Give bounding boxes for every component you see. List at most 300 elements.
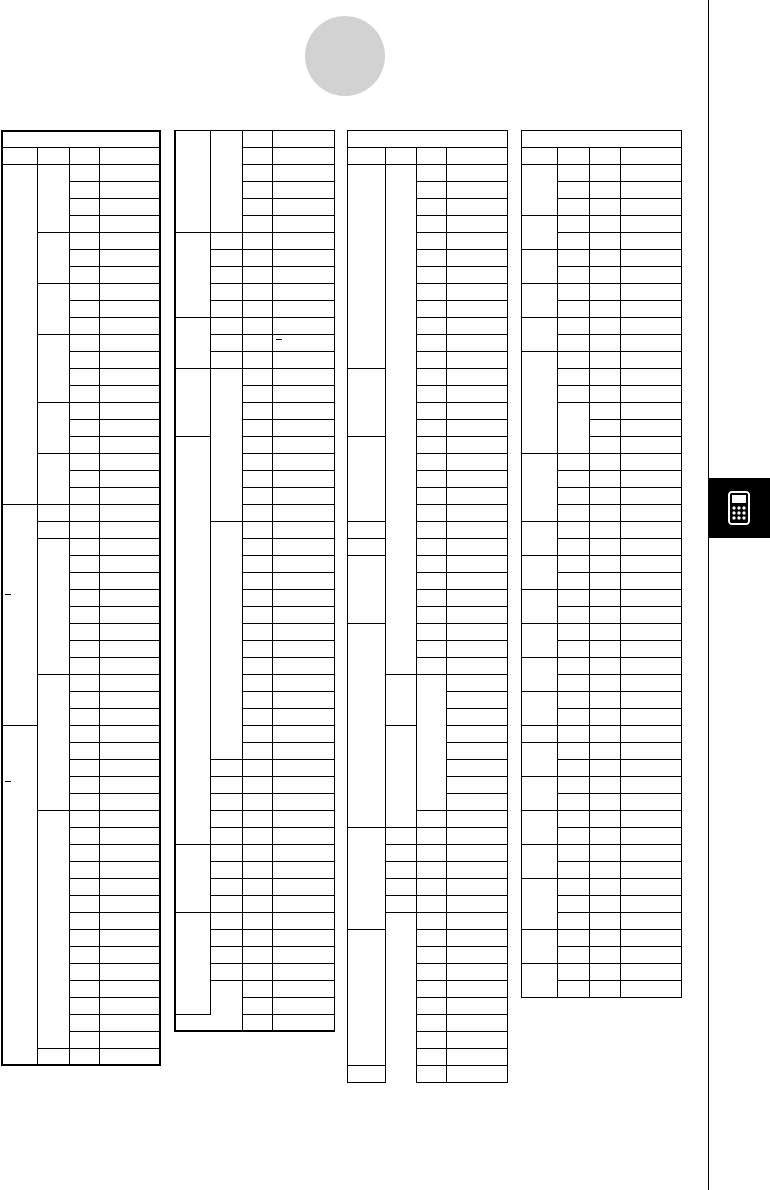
- table-cell: [620, 351, 682, 369]
- table-header-cell: [385, 147, 417, 165]
- table-cell: [620, 946, 682, 964]
- table-cell: [416, 589, 447, 607]
- table-title-row: [1, 130, 161, 148]
- table-cell: [620, 470, 682, 488]
- table-cell: [620, 232, 682, 250]
- table-cell: [557, 827, 590, 845]
- table-cell: [69, 521, 100, 539]
- table-cell: [272, 385, 335, 403]
- table-cell: [99, 623, 161, 641]
- table-cell: [99, 1014, 161, 1032]
- table-cell: [557, 402, 590, 454]
- table-cell: [416, 504, 447, 522]
- table-cell: [242, 895, 273, 913]
- calculator-icon: [728, 491, 750, 525]
- table-cell: [69, 674, 100, 692]
- table-cell: [446, 232, 508, 250]
- table-cell: [242, 878, 273, 896]
- table-cell: [242, 300, 273, 318]
- table-cell: [446, 827, 508, 845]
- table-cell: [557, 538, 590, 556]
- table-cell: [99, 164, 161, 182]
- table-cell: [557, 929, 590, 947]
- table-cell: [210, 827, 243, 845]
- table-cell: [557, 385, 590, 403]
- table-cell: [272, 164, 335, 182]
- table-cell: [242, 657, 273, 675]
- table-cell: [521, 317, 558, 352]
- table-cell: [446, 929, 508, 947]
- table-cell: [69, 929, 100, 947]
- table-cell: [589, 674, 621, 692]
- table-cell: [99, 215, 161, 233]
- table-cell: [557, 521, 590, 539]
- table-cell: [416, 640, 447, 658]
- table-cell: [242, 742, 273, 760]
- table-cell: [557, 657, 590, 675]
- table-cell: [557, 504, 590, 522]
- table-cell: [416, 623, 447, 641]
- table-cell: [446, 1031, 508, 1049]
- table-cell: [557, 844, 590, 862]
- table-cell: [272, 657, 335, 675]
- table-cell: [521, 742, 558, 777]
- table-cell: [385, 844, 417, 862]
- table-cell: [69, 742, 100, 760]
- table-cell: [416, 912, 447, 930]
- table-cell: [620, 878, 682, 896]
- table-cell: [272, 725, 335, 743]
- table-cell: [446, 691, 508, 709]
- table-cell: [416, 198, 447, 216]
- table-cell: [69, 861, 100, 879]
- table-cell: [69, 946, 100, 964]
- table-cell: [69, 606, 100, 624]
- table-cell: [272, 521, 335, 539]
- table-cell: [69, 402, 100, 420]
- table-cell: [347, 436, 386, 522]
- table-cell: [99, 878, 161, 896]
- table-cell: [521, 283, 558, 318]
- table-cell: [99, 929, 161, 947]
- table-cell: [242, 385, 273, 403]
- table-cell: [99, 776, 161, 794]
- table-cell: [99, 504, 161, 522]
- table-cell: [272, 487, 335, 505]
- table-cell: [99, 351, 161, 369]
- table-cell: [521, 725, 558, 743]
- table-cell: [210, 929, 243, 947]
- table-cell: [446, 980, 508, 998]
- table-cell: [272, 470, 335, 488]
- table-cell: [620, 504, 682, 522]
- table-header-cell: [347, 147, 386, 165]
- table-cell: [416, 470, 447, 488]
- table-cell: [589, 283, 621, 301]
- table-cell: [446, 368, 508, 386]
- table-cell: [446, 844, 508, 862]
- table-header-cell: [99, 147, 161, 165]
- table-cell: [69, 249, 100, 267]
- table-cell: [272, 623, 335, 641]
- table-cell: [242, 164, 273, 182]
- table-cell: [446, 266, 508, 284]
- table-cell: [242, 249, 273, 267]
- table-cell: [385, 895, 417, 913]
- table-cell: [99, 555, 161, 573]
- table-cell: [620, 929, 682, 947]
- table-cell: [272, 215, 335, 233]
- table-cell: [620, 742, 682, 760]
- table-cell: [210, 759, 243, 777]
- table-cell: [69, 453, 100, 471]
- table-cell: [210, 351, 243, 369]
- table-cell: [210, 946, 243, 964]
- table-cell: [416, 521, 447, 539]
- table-cell: [557, 215, 590, 233]
- table-cell: [557, 861, 590, 879]
- table-cell: [69, 844, 100, 862]
- table-cell: [210, 521, 243, 760]
- table-header-cell: [446, 147, 508, 165]
- table-cell: [272, 572, 335, 590]
- table-cell: [557, 878, 590, 896]
- table-cell: [589, 300, 621, 318]
- table-cell: [446, 1014, 508, 1032]
- table-cell: [210, 912, 243, 930]
- table-cell: [521, 521, 558, 556]
- table-cell: [272, 606, 335, 624]
- table-cell: [446, 606, 508, 624]
- table-cell: [521, 929, 558, 964]
- table-cell: [242, 827, 273, 845]
- table-cell: [272, 402, 335, 420]
- table-cell: [620, 385, 682, 403]
- table-cell: [620, 640, 682, 658]
- table-cell: [272, 232, 335, 250]
- table-cell: [521, 963, 558, 998]
- table-cell: [272, 861, 335, 879]
- table-cell: [242, 555, 273, 573]
- table-cell: [69, 198, 100, 216]
- table-cell: [446, 283, 508, 301]
- table-cell: [242, 402, 273, 420]
- table-cell: [99, 368, 161, 386]
- table-cell: [69, 266, 100, 284]
- table-cell: [99, 657, 161, 675]
- table-cell: [242, 589, 273, 607]
- table-cell: [69, 776, 100, 794]
- table-cell: [620, 861, 682, 879]
- table-cell: [242, 963, 273, 981]
- continuation-mark-left: [1, 1044, 3, 1060]
- table-cell: [446, 589, 508, 607]
- table-cell: [272, 198, 335, 216]
- table-cell: [69, 589, 100, 607]
- table-cell: [99, 861, 161, 879]
- table-cell: [242, 538, 273, 556]
- table-cell: [620, 895, 682, 913]
- table-cell: [385, 725, 417, 828]
- table-cell: [272, 130, 335, 148]
- table-cell: [99, 997, 161, 1015]
- table-cell: [69, 657, 100, 675]
- table-cell: [620, 980, 682, 998]
- table-cell: [385, 861, 417, 879]
- table-cell: [242, 929, 273, 947]
- margin-rule: [708, 0, 709, 1190]
- table-cell: [416, 453, 447, 471]
- table-cell: [69, 691, 100, 709]
- table-cell: [416, 606, 447, 624]
- table-cell: [99, 266, 161, 284]
- table-cell: [242, 708, 273, 726]
- table-header-cell: [620, 147, 682, 165]
- table-cell: [589, 793, 621, 811]
- table-cell: [620, 215, 682, 233]
- table-cell: [446, 521, 508, 539]
- table-cell: [1, 164, 38, 505]
- table-cell: [557, 198, 590, 216]
- table-cell: [174, 130, 211, 233]
- table-cell: [557, 708, 590, 726]
- table-cell: [521, 453, 558, 522]
- table-cell: [557, 776, 590, 794]
- table-cell: [174, 317, 211, 369]
- table-cell: [416, 674, 447, 811]
- table-cell: [589, 725, 621, 743]
- table-cell: [446, 572, 508, 590]
- table-cell: [557, 691, 590, 709]
- table-cell: [174, 844, 211, 913]
- table-cell: [210, 300, 243, 318]
- table-cell: [589, 810, 621, 828]
- table-cell: [99, 589, 161, 607]
- table-cell: [347, 164, 386, 369]
- table-cell: [446, 946, 508, 964]
- table-cell: [347, 368, 386, 437]
- table-cell: [272, 249, 335, 267]
- table-cell: [242, 810, 273, 828]
- table-cell: [620, 181, 682, 199]
- table-cell: [557, 946, 590, 964]
- table-cell: [620, 521, 682, 539]
- table-cell: [416, 861, 447, 879]
- table-cell: [589, 606, 621, 624]
- table-cell: [69, 164, 100, 182]
- table-cell: [242, 334, 273, 352]
- table-cell: [272, 691, 335, 709]
- table-cell: [210, 232, 243, 250]
- table-cell: [272, 895, 335, 913]
- table-cell: [446, 385, 508, 403]
- table-cell: [272, 929, 335, 947]
- table-cell: [272, 776, 335, 794]
- table-cell: [589, 402, 621, 420]
- table-cell: [620, 708, 682, 726]
- table-cell: [272, 810, 335, 828]
- table-cell: [557, 334, 590, 352]
- table-cell: [37, 504, 70, 522]
- table-cell: [347, 929, 386, 1066]
- table-cell: [446, 402, 508, 420]
- table-cell: [37, 521, 70, 539]
- table-cell: [620, 317, 682, 335]
- table-cell: [620, 827, 682, 845]
- table-cell: [620, 912, 682, 930]
- table-cell: [589, 419, 621, 437]
- table-cell: [99, 1031, 161, 1049]
- table-cell: [272, 300, 335, 318]
- table-cell: [416, 572, 447, 590]
- table-cell: [446, 470, 508, 488]
- table-cell: [272, 708, 335, 726]
- table-cell: [242, 674, 273, 692]
- table-cell: [272, 334, 335, 352]
- table-title-row: [347, 130, 508, 148]
- table-cell: [589, 538, 621, 556]
- table-cell: [69, 300, 100, 318]
- table-cell: [589, 555, 621, 573]
- table-cell: [416, 810, 447, 828]
- table-cell: [620, 776, 682, 794]
- table-cell: [69, 827, 100, 845]
- table-cell: [99, 572, 161, 590]
- table-cell: [242, 623, 273, 641]
- table-cell: [589, 351, 621, 369]
- table-cell: [416, 657, 447, 675]
- table-cell: [620, 334, 682, 352]
- table-cell: [620, 538, 682, 556]
- table-cell: [272, 844, 335, 862]
- table-cell: [37, 334, 70, 403]
- table-cell: [242, 181, 273, 199]
- table-cell: [446, 895, 508, 913]
- table-cell: [272, 759, 335, 777]
- table-cell: [446, 538, 508, 556]
- table-cell: [99, 487, 161, 505]
- table-cell: [446, 504, 508, 522]
- table-cell: [242, 368, 273, 386]
- table-cell: [69, 980, 100, 998]
- table-cell: [272, 980, 335, 998]
- table-cell: [557, 266, 590, 284]
- table-header-cell: [589, 147, 621, 165]
- table-cell: [589, 215, 621, 233]
- table-cell: [69, 487, 100, 505]
- table-cell: [272, 589, 335, 607]
- table-cell: [416, 232, 447, 250]
- table-cell: [242, 844, 273, 862]
- table-cell: [446, 878, 508, 896]
- table-cell: [242, 640, 273, 658]
- table-cell: [242, 283, 273, 301]
- table-cell: [272, 640, 335, 658]
- table-cell: [620, 623, 682, 641]
- table-cell: [620, 487, 682, 505]
- table-cell: [589, 895, 621, 913]
- table-cell: [416, 436, 447, 454]
- table-cell: [99, 181, 161, 199]
- table-cell: [242, 759, 273, 777]
- table-cell: [99, 742, 161, 760]
- table-cell: [272, 266, 335, 284]
- table-cell: [99, 912, 161, 930]
- table-cell: [521, 589, 558, 624]
- table-cell: [174, 368, 211, 437]
- table-cell: [69, 623, 100, 641]
- table-cell: [99, 300, 161, 318]
- table-cell: [557, 283, 590, 301]
- table-cell: [210, 895, 243, 913]
- table-cell: [589, 317, 621, 335]
- table-cell: [69, 963, 100, 981]
- table-cell: [99, 436, 161, 454]
- dash-mark: [5, 594, 11, 595]
- table-cell: [242, 215, 273, 233]
- table-cell: [99, 827, 161, 845]
- table-cell: [620, 555, 682, 573]
- table-cell: [385, 827, 417, 845]
- table-cell: [620, 759, 682, 777]
- table-cell: [385, 674, 417, 726]
- table-cell: [69, 385, 100, 403]
- table-cell: [589, 385, 621, 403]
- table-cell: [620, 674, 682, 692]
- table-cell: [69, 436, 100, 454]
- table-cell: [557, 317, 590, 335]
- table-header-cell: [37, 147, 70, 165]
- table-cell: [347, 827, 386, 930]
- table-cell: [589, 368, 621, 386]
- table-cell: [446, 657, 508, 675]
- table-cell: [99, 606, 161, 624]
- table-cell: [272, 963, 335, 981]
- table-cell: [242, 946, 273, 964]
- table-cell: [272, 453, 335, 471]
- table-cell: [589, 980, 621, 998]
- table-cell: [620, 844, 682, 862]
- table-cell: [1, 504, 38, 726]
- table-cell: [446, 759, 508, 777]
- table-cell: [242, 521, 273, 539]
- table-cell: [620, 368, 682, 386]
- table-cell: [99, 674, 161, 692]
- table-cell: [589, 164, 621, 182]
- table-cell: [99, 198, 161, 216]
- table-cell: [210, 776, 243, 794]
- table-cell: [557, 589, 590, 607]
- table-cell: [272, 946, 335, 964]
- table-cell: [589, 878, 621, 896]
- table-cell: [589, 181, 621, 199]
- table-cell: [416, 334, 447, 352]
- table-cell: [242, 232, 273, 250]
- table-header-cell: [1, 147, 38, 165]
- table-cell: [446, 1048, 508, 1066]
- table-cell: [242, 147, 273, 165]
- table-cell: [210, 844, 243, 862]
- table-cell: [272, 317, 335, 335]
- table-cell: [557, 895, 590, 913]
- table-cell: [521, 776, 558, 811]
- dash-mark: [5, 781, 11, 782]
- table-cell: [446, 793, 508, 811]
- table-cell: [557, 623, 590, 641]
- table-cell: [620, 249, 682, 267]
- table-cell: [69, 334, 100, 352]
- table-cell: [272, 538, 335, 556]
